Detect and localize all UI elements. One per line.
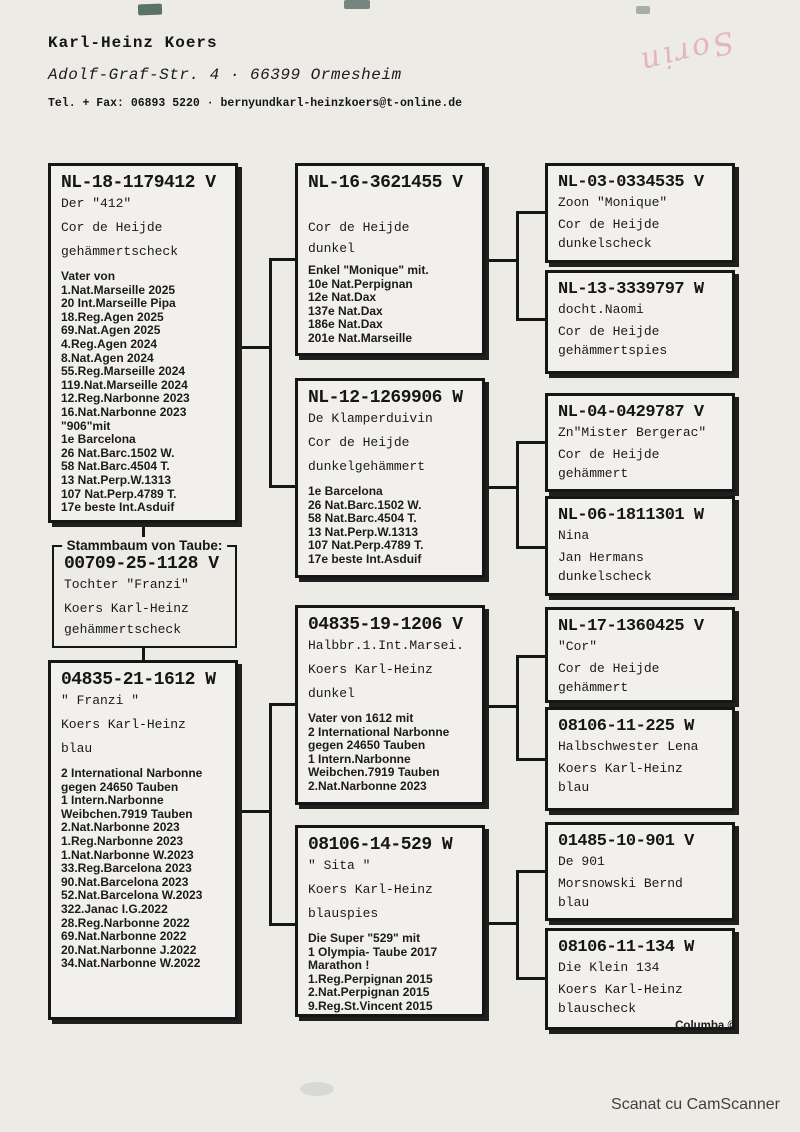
breeder-name: Cor de Heijde [308, 220, 410, 235]
color-description: dunkel [308, 686, 355, 701]
connector-line [516, 441, 519, 549]
ring-number: 00709-25-1128 V [64, 554, 219, 574]
achievement-list [308, 485, 472, 567]
ring-number: 08106-11-225 W [558, 717, 694, 736]
achievement-line: 52.Nat.Barcelona W.2023 [61, 888, 203, 903]
color-description: dunkelgehämmert [308, 459, 426, 474]
achievement-line: Weibchen.7919 Tauben [61, 806, 193, 821]
ring-number: NL-06-1811301 W [558, 506, 704, 525]
connector-line [236, 346, 272, 349]
achievement-line: 1 Olympia- Taube 2017 [308, 944, 438, 959]
achievement-line: 12.Reg.Narbonne 2023 [61, 391, 190, 406]
achievement-line: gegen 24650 Tauben [61, 779, 179, 794]
pedigree-box-great-grandparent-5 [545, 607, 735, 703]
ring-number: 01485-10-901 V [558, 832, 694, 851]
connector-line [516, 318, 547, 321]
pigeon-name: Tochter "Franzi" [64, 577, 189, 592]
breeder-name: Jan Hermans [558, 550, 644, 565]
achievement-line: 26 Nat.Barc.1502 W. [61, 445, 175, 460]
breeder-name: Morsnowski Bernd [558, 876, 683, 891]
achievement-line: 18.Reg.Agen 2025 [61, 309, 164, 324]
breeder-name: Koers Karl-Heinz [64, 601, 189, 616]
pigeon-name: Die Klein 134 [558, 960, 660, 975]
pigeon-name: docht.Naomi [558, 302, 644, 317]
ring-number: 08106-11-134 W [558, 938, 694, 957]
color-description: blauscheck [558, 1001, 637, 1016]
achievement-line: 28.Reg.Narbonne 2022 [61, 915, 190, 930]
pedigree-box-grandsire-maternal [295, 605, 485, 805]
pigeon-name: " Sita " [308, 858, 371, 873]
pedigree-box-granddam-maternal [295, 825, 485, 1017]
pedigree-box-great-grandparent-3 [545, 393, 735, 492]
ring-number: NL-18-1179412 V [61, 173, 216, 193]
pedigree-box-great-grandparent-1 [545, 163, 735, 263]
achievement-line: 17e beste Int.Asduif [61, 500, 175, 515]
achievement-line: 13 Nat.Perp.W.1313 [308, 524, 419, 539]
pedigree-box-subject [52, 538, 237, 648]
achievement-line: 186e Nat.Dax [308, 317, 383, 332]
breeder-name: Cor de Heijde [558, 447, 660, 462]
pigeon-name: De Klamperduivin [308, 411, 433, 426]
achievement-line: 1.Nat.Marseille 2025 [61, 282, 176, 297]
achievement-line: 1e Barcelona [61, 432, 136, 447]
achievement-line: "906"mit [61, 418, 111, 433]
achievement-line: 13 Nat.Perp.W.1313 [61, 472, 172, 487]
achievement-line: Die Super "529" mit [308, 931, 421, 945]
connector-line [269, 703, 272, 926]
connector-line [516, 441, 547, 444]
connector-line [269, 258, 272, 488]
breeder-name: Koers Karl-Heinz [308, 662, 433, 677]
pigeon-name: "Cor" [558, 639, 598, 654]
breeder-name: Koers Karl-Heinz [558, 761, 683, 776]
achievement-line: 119.Nat.Marseille 2024 [61, 377, 188, 392]
connector-line [269, 703, 297, 706]
achievement-line: 1 Intern.Narbonne [61, 793, 164, 808]
achievement-line: 322.Janac I.G.2022 [61, 901, 168, 916]
pedigree-box-great-grandparent-6 [545, 707, 735, 811]
achievement-line: 1.Nat.Narbonne W.2023 [61, 847, 194, 862]
achievement-line: 1 Intern.Narbonne [308, 751, 411, 766]
color-description: dunkel [308, 241, 355, 256]
connector-line [483, 259, 519, 262]
achievement-line: 12e Nat.Dax [308, 290, 377, 305]
color-description: blau [558, 780, 590, 795]
achievement-line: gegen 24650 Tauben [308, 738, 426, 753]
owner-contact: Tel. + Fax: 06893 5220 · bernyundkarl-heinzkoers@t-online.de [48, 97, 463, 110]
achievement-line: Marathon ! [308, 958, 370, 973]
achievement-line: 34.Nat.Narbonne W.2022 [61, 956, 201, 971]
breeder-name: Koers Karl-Heinz [308, 882, 433, 897]
pigeon-name: Der "412" [61, 196, 132, 211]
ring-number: NL-03-0334535 V [558, 173, 704, 192]
achievement-list [61, 270, 225, 515]
achievement-line: 10e Nat.Perpignan [308, 276, 413, 291]
breeder-name: Cor de Heijde [558, 324, 660, 339]
achievement-line: 2 International Narbonne [61, 766, 203, 780]
ring-number: NL-12-1269906 W [308, 388, 463, 408]
pigeon-name: Halbschwester Lena [558, 739, 699, 754]
achievement-line: 4.Reg.Agen 2024 [61, 336, 158, 351]
columba-brand-label: Columba © [675, 1020, 736, 1032]
breeder-name: Cor de Heijde [61, 220, 163, 235]
ring-number: 08106-14-529 W [308, 835, 453, 855]
pigeon-name: Zn"Mister Bergerac" [558, 425, 707, 440]
achievement-line: 58 Nat.Barc.4504 T. [61, 459, 170, 474]
pedigree-box-great-grandparent-7 [545, 822, 735, 921]
handwritten-note: Sorin [634, 23, 738, 81]
camscanner-watermark: Scanat cu CamScanner [611, 1096, 780, 1113]
pigeon-name: Zoon "Monique" [558, 195, 668, 210]
achievement-list [61, 767, 225, 971]
breeder-name: Cor de Heijde [558, 217, 660, 232]
pigeon-name: Nina [558, 528, 590, 543]
achievement-line: 58 Nat.Barc.4504 T. [308, 511, 417, 526]
achievement-line: 33.Reg.Barcelona 2023 [61, 861, 192, 876]
breeder-name: Koers Karl-Heinz [61, 717, 186, 732]
pedigree-box-dam [48, 660, 238, 1020]
achievement-line: Enkel "Monique" mit. [308, 263, 429, 277]
pedigree-box-great-grandparent-4 [545, 496, 735, 596]
achievement-line: 16.Nat.Narbonne 2023 [61, 404, 187, 419]
scan-artifact [138, 4, 162, 16]
color-description: dunkelscheck [558, 569, 652, 584]
pedigree-box-granddam-paternal [295, 378, 485, 578]
ring-number: NL-16-3621455 V [308, 173, 463, 193]
color-description: gehämmertscheck [61, 244, 179, 259]
connector-line [483, 486, 519, 489]
connector-line [142, 521, 145, 537]
pigeon-name: De 901 [558, 854, 605, 869]
achievement-line: 137e Nat.Dax [308, 303, 383, 318]
scan-artifact [300, 1082, 334, 1096]
color-description: gehämmertspies [558, 343, 668, 358]
owner-address: Adolf-Graf-Str. 4 · 66399 Ormesheim [48, 66, 402, 84]
achievement-line: 8.Nat.Agen 2024 [61, 350, 154, 365]
achievement-line: 107 Nat.Perp.4789 T. [308, 538, 424, 553]
achievement-line: 69.Nat.Agen 2025 [61, 323, 161, 338]
connector-line [269, 485, 297, 488]
color-description: blauspies [308, 906, 379, 921]
achievement-line: 2.Nat.Narbonne 2023 [61, 820, 180, 835]
pigeon-name: Halbbr.1.Int.Marsei. [308, 638, 465, 653]
achievement-line: 26 Nat.Barc.1502 W. [308, 497, 422, 512]
connector-line [516, 211, 547, 214]
achievement-line: 2.Nat.Narbonne 2023 [308, 778, 427, 793]
color-description: gehämmert [558, 466, 629, 481]
achievement-line: 69.Nat.Narbonne 2022 [61, 929, 187, 944]
achievement-line: 20.Nat.Narbonne J.2022 [61, 942, 197, 957]
achievement-line: 17e beste Int.Asduif [308, 551, 422, 566]
achievement-line: 2 International Narbonne [308, 724, 450, 739]
achievement-line: 20 Int.Marseille Pipa [61, 296, 176, 311]
achievement-line: 9.Reg.St.Vincent 2015 [308, 998, 433, 1013]
pedigree-box-grandsire-paternal [295, 163, 485, 356]
achievement-line: Weibchen.7919 Tauben [308, 765, 440, 780]
ring-number: 04835-19-1206 V [308, 615, 463, 635]
achievement-line: 1.Reg.Perpignan 2015 [308, 971, 433, 986]
achievement-line: 107 Nat.Perp.4789 T. [61, 486, 177, 501]
connector-line [483, 705, 519, 708]
achievement-line: 201e Nat.Marseille [308, 330, 413, 345]
scan-artifact [344, 0, 370, 9]
connector-line [236, 810, 272, 813]
connector-line [516, 977, 547, 980]
connector-line [516, 211, 519, 321]
achievement-line: 1.Reg.Narbonne 2023 [61, 833, 184, 848]
scan-artifact [636, 6, 650, 14]
connector-line [516, 870, 519, 980]
connector-line [269, 258, 297, 261]
connector-line [516, 546, 547, 549]
color-description: gehämmert [558, 680, 629, 695]
achievement-line: 55.Reg.Marseille 2024 [61, 364, 186, 379]
pigeon-name [308, 196, 472, 212]
pigeon-name: " Franzi " [61, 693, 140, 708]
owner-name: Karl-Heinz Koers [48, 34, 218, 52]
ring-number: NL-13-3339797 W [558, 280, 704, 299]
color-description: dunkelscheck [558, 236, 652, 251]
connector-line [516, 758, 547, 761]
pedigree-box-great-grandparent-2 [545, 270, 735, 374]
ring-number: NL-04-0429787 V [558, 403, 704, 422]
ring-number: 04835-21-1612 W [61, 670, 216, 690]
achievement-list [308, 712, 472, 794]
achievement-list [308, 932, 472, 1014]
breeder-name: Koers Karl-Heinz [558, 982, 683, 997]
color-description: blau [61, 741, 93, 756]
achievement-line: Vater von [61, 269, 116, 283]
achievement-line: Vater von 1612 mit [308, 711, 414, 725]
color-description: blau [558, 895, 590, 910]
color-description: gehämmertscheck [64, 622, 182, 637]
ring-number: NL-17-1360425 V [558, 617, 704, 636]
breeder-name: Cor de Heijde [558, 661, 660, 676]
achievement-line: 2.Nat.Perpignan 2015 [308, 985, 430, 1000]
connector-line [516, 870, 547, 873]
achievement-line: 1e Barcelona [308, 484, 383, 498]
pedigree-box-great-grandparent-8 [545, 928, 735, 1030]
subject-label: Stammbaum von Taube: [62, 538, 228, 553]
pedigree-box-sire [48, 163, 238, 523]
connector-line [269, 923, 297, 926]
connector-line [516, 655, 547, 658]
connector-line [516, 655, 519, 761]
connector-line [483, 922, 519, 925]
achievement-line: 90.Nat.Barcelona 2023 [61, 874, 189, 889]
breeder-name: Cor de Heijde [308, 435, 410, 450]
achievement-list [308, 264, 472, 346]
